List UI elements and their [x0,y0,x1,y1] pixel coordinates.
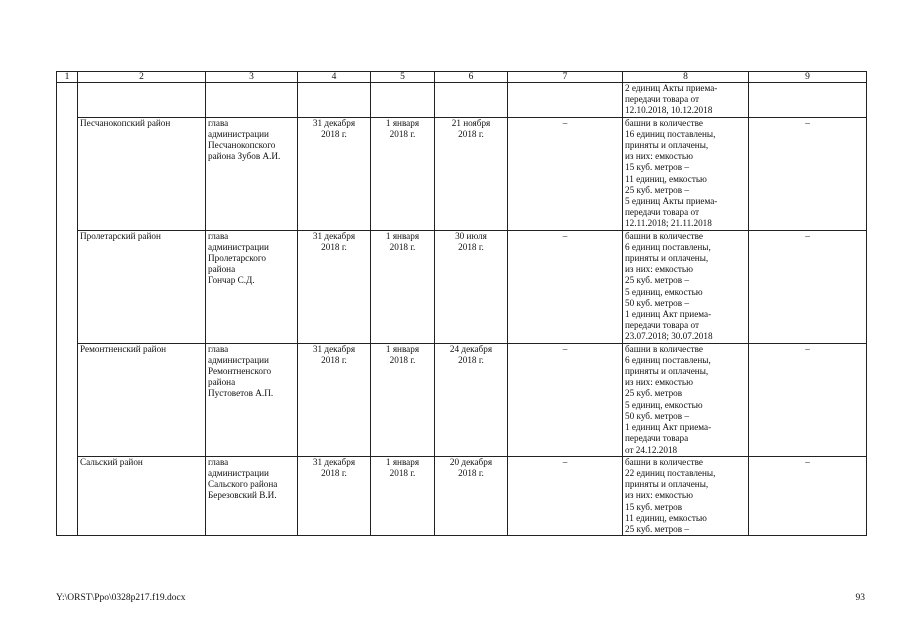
actual-date: 21 ноября 2018 г. [435,117,508,230]
continuation-row [57,83,867,118]
start-date: 1 января 2018 г. [371,456,435,535]
table-row [57,117,867,230]
delivery-info: башни в количестве 6 единиц поставлены, приняты и оплачены, из них: емкостью 25 куб. метров – 5 единиц, емкостью 50 куб. метров – 1 единиц Акт приема- передачи товара от 23.07.2018; 30.07.2018 [623,230,749,343]
index-cell [57,83,78,536]
col9-value: – [749,230,867,343]
document-path: Y:\ORST\Ppo\0328p217.f19.docx [56,593,186,603]
actual-date: 24 декабря 2018 г. [435,343,508,456]
deadline-date: 31 декабря 2018 г. [298,343,371,456]
deadline-date: 31 декабря 2018 г. [298,456,371,535]
start-date: 1 января 2018 г. [371,343,435,456]
col-number: 5 [371,72,435,83]
official-name: глава администрации Песчанокопского района Зубов А.И. [206,117,298,230]
col9-value: – [749,343,867,456]
col9-value: – [749,456,867,535]
col7-value: – [508,343,623,456]
page-number: 93 [855,593,865,603]
actual-date: 20 декабря 2018 г. [435,456,508,535]
official-name: глава администрации Сальского района Березовский В.И. [206,456,298,535]
col-number: 7 [508,72,623,83]
col7-value: – [508,117,623,230]
delivery-info: башни в количестве 16 единиц поставлены, приняты и оплачены, из них: емкостью 15 куб. метров – 11 единиц, емкостью 25 куб. метров – 5 единиц Акты приема- передачи товара от 12.11.2018; 21.11.2018 [623,117,749,230]
deadline-date: 31 декабря 2018 г. [298,230,371,343]
district-name: Сальский район [78,456,206,535]
actual-date: 30 июля 2018 г. [435,230,508,343]
deadline-date: 31 декабря 2018 г. [298,117,371,230]
col-number: 1 [57,72,78,83]
delivery-info: башни в количестве 6 единиц поставлены, приняты и оплачены, из них: емкостью 25 куб. метров 5 единиц, емкостью 50 куб. метров – 1 единиц Акт приема- передачи товара от 24.12.2018 [623,343,749,456]
col-number: 2 [78,72,206,83]
col-number: 3 [206,72,298,83]
table-row [57,230,867,343]
start-date: 1 января 2018 г. [371,230,435,343]
column-number-row [57,72,867,83]
col9-value: – [749,117,867,230]
official-name: глава администрации Пролетарского района Гончар С.Д. [206,230,298,343]
table-row [57,456,867,535]
col-number: 8 [623,72,749,83]
col7-value: – [508,230,623,343]
col-number: 9 [749,72,867,83]
col-number: 4 [298,72,371,83]
delivery-info: башни в количестве 22 единиц поставлены, приняты и оплачены, из них: емкостью 15 куб. метров 11 единиц, емкостью 25 куб. метров – [623,456,749,535]
col-number: 6 [435,72,508,83]
official-name: глава администрации Ремонтненского района Пустоветов А.П. [206,343,298,456]
table-row [57,343,867,456]
start-date: 1 января 2018 г. [371,117,435,230]
district-name: Пролетарский район [78,230,206,343]
district-name: Песчанокопский район [78,117,206,230]
district-name: Ремонтненский район [78,343,206,456]
report-table [56,71,867,536]
col7-value: – [508,456,623,535]
delivery-info: 2 единиц Акты приема- передачи товара от 12.10.2018, 10.12.2018 [623,83,749,118]
